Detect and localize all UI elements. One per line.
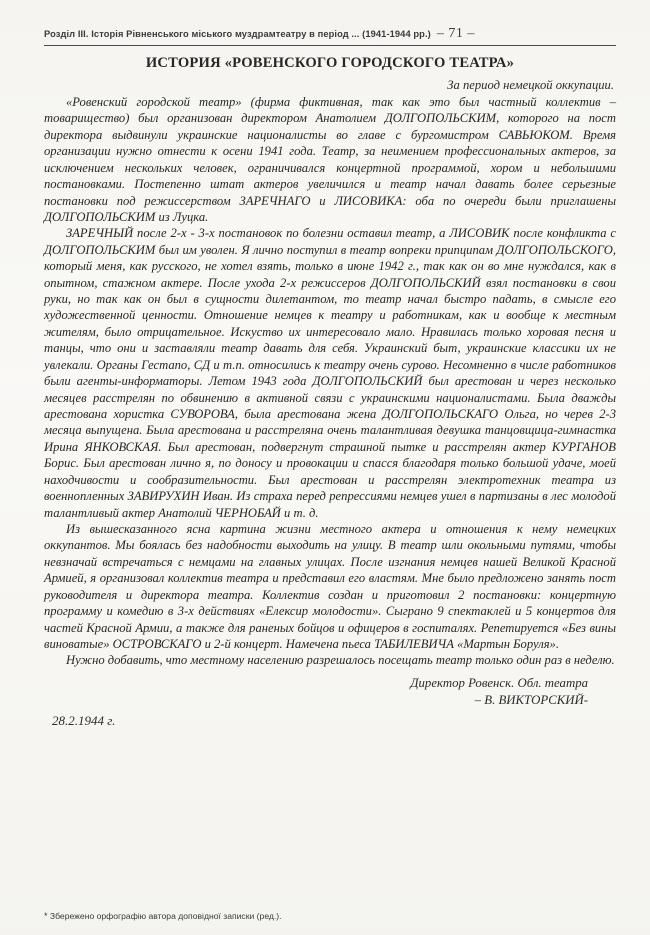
document-date: 28.2.1944 г. <box>52 713 116 729</box>
page-title: ИСТОРИЯ «РОВЕНСКОГО ГОРОДСКОГО ТЕАТРА» <box>145 55 515 71</box>
paragraph: ЗАРЕЧНЫЙ после 2-х - 3-х постановок по болезни оставил театр, а ЛИСОВИК после конфликта с ДОЛГОПОЛЬСКИМ был им уволен. Я лично поступил в театр вопреки припципам ДОЛГОПОЛЬСКОГО, который меня, как русского, не хотел взять, только в июне 1942 г., так как он во мне нуждался, как в опытном, стажном актере. После ухода 2-х режиссеров ДОЛГОПОЛЬСКИЙ взял постановки в свои руки, но так как он был в сущности дилетантом, то театр начал быстро падать, в смысле его художественной ценности. Отношение немцев к театру и работникам, как и вообще к местным жителям, было отрицательное. Искуство их интересовало мало. Нравилась только хоровая песня и танцы, что они и заставляли театр давать для себя. Украинский быт, украинские классики их не увлекали. Органы Гестапо, СД и т.п. относились к театру очень сурово. Несомненно в числе работников были агенты-информаторы. Летом 1943 года ДОЛГОПОЛЬСКИЙ был арестован и через несколько месяцев расстрелян по обвинению в активной связи с украинскими националистами. Была дважды арестована хористка СУВОРОВА, была арестована жена ДОЛГОПОЛЬСКАГО Ольга, но черев 2-3 месяца выпущена. Была арестована и расстреляна очень талантливая девушка танцовщица-гимнастка Ирина ЯНКОВСКАЯ. Был арестован, подвергнут страшной пытке и расстрелян актер КУРГАНОВ Борис. Был арестован лично я, по доносу и провокации и спасся благодаря только большой удаче, моей находчивости и сообразительности. Был арестован и расстрелян электротехник театра из военнопленных ЗАВИРУХИН Иван. Из страха перед репрессиями немцев ушел в партизаны в лес молодой талантливый актер Анатолий ЧЕРНОБАЙ и т. д. <box>44 226 616 520</box>
footnote-text: Збережено орфографію автора доповідної записки (ред.). <box>49 911 282 921</box>
running-head-text: Розділ III. Історія Рівненського міського муздрамтеатру в період ... (1941-1944 рр.) <box>44 29 431 39</box>
header-divider <box>44 45 616 46</box>
paragraph: «Ровенский городской театр» (фирма фиктивная, так как это был частный коллектив – товарищество) был организован директором Анатолием ДОЛГОПОЛЬСКИМ, которого на пост директора выдвинули украинские националисты во главе с бургомистром САВЬЮКОМ. Время организации нужно отнести к осени 1941 года. Театр, за неимением профессиональных актеров, за исключением нескольких человек, ограничивался концертной программой, хором и небольшими постановками. Постепенно штат актеров увеличился и театр начал давать более серьезные постановки под режиссерством ЗАРЕЧНАГО и ЛИСОВИКА: оба по очереди были приглашены ДОЛГОПОЛЬСКИМ из Луцка. <box>44 95 616 224</box>
page-number: – 71 – <box>436 26 475 41</box>
signature-block <box>44 675 616 710</box>
document-date-row <box>44 713 616 729</box>
paragraph: Нужно добавить, что местному населению разрешалось посещать театр только один раз в неделю. <box>66 653 615 668</box>
footnote <box>44 911 616 921</box>
footnote-marker: * <box>44 911 48 921</box>
document-body <box>44 94 616 669</box>
running-head <box>44 26 616 42</box>
signature-position: Директор Ровенск. Обл. театра <box>410 675 588 690</box>
document-subtitle: За период немецкой оккупации. <box>447 78 614 92</box>
signature-name: – В. ВИКТОРСКИЙ- <box>474 693 588 708</box>
paragraph: Из вышесказанного ясна картина жизни местного актера и отношения к нему немецких оккупантов. Мы боялась без надобности выходить на улицу. В театр шли окольными путями, чтобы невзначай встречаться с немцами на главных улицах. После изгнания немцев нашей Великой Красной Армией, я организовал коллектив театра и представил его властям. Мне было предложено занять пост руководителя и директора театра. Коллектив создан и приготовил 2 постановки: концертную программу и комедию в 3-х действиях «Елексир молодости». Сыграно 9 спектаклей и 5 концертов для частей Красной Армии, а также для раненых бойцов и офицеров в госпиталях. Репетируется «Без вины виноватые» ОСТРОВСКАГО и 2-й концерт. Намечена пьеса ТАБИЛЕВИЧА «Мартын Боруля». <box>44 521 616 651</box>
